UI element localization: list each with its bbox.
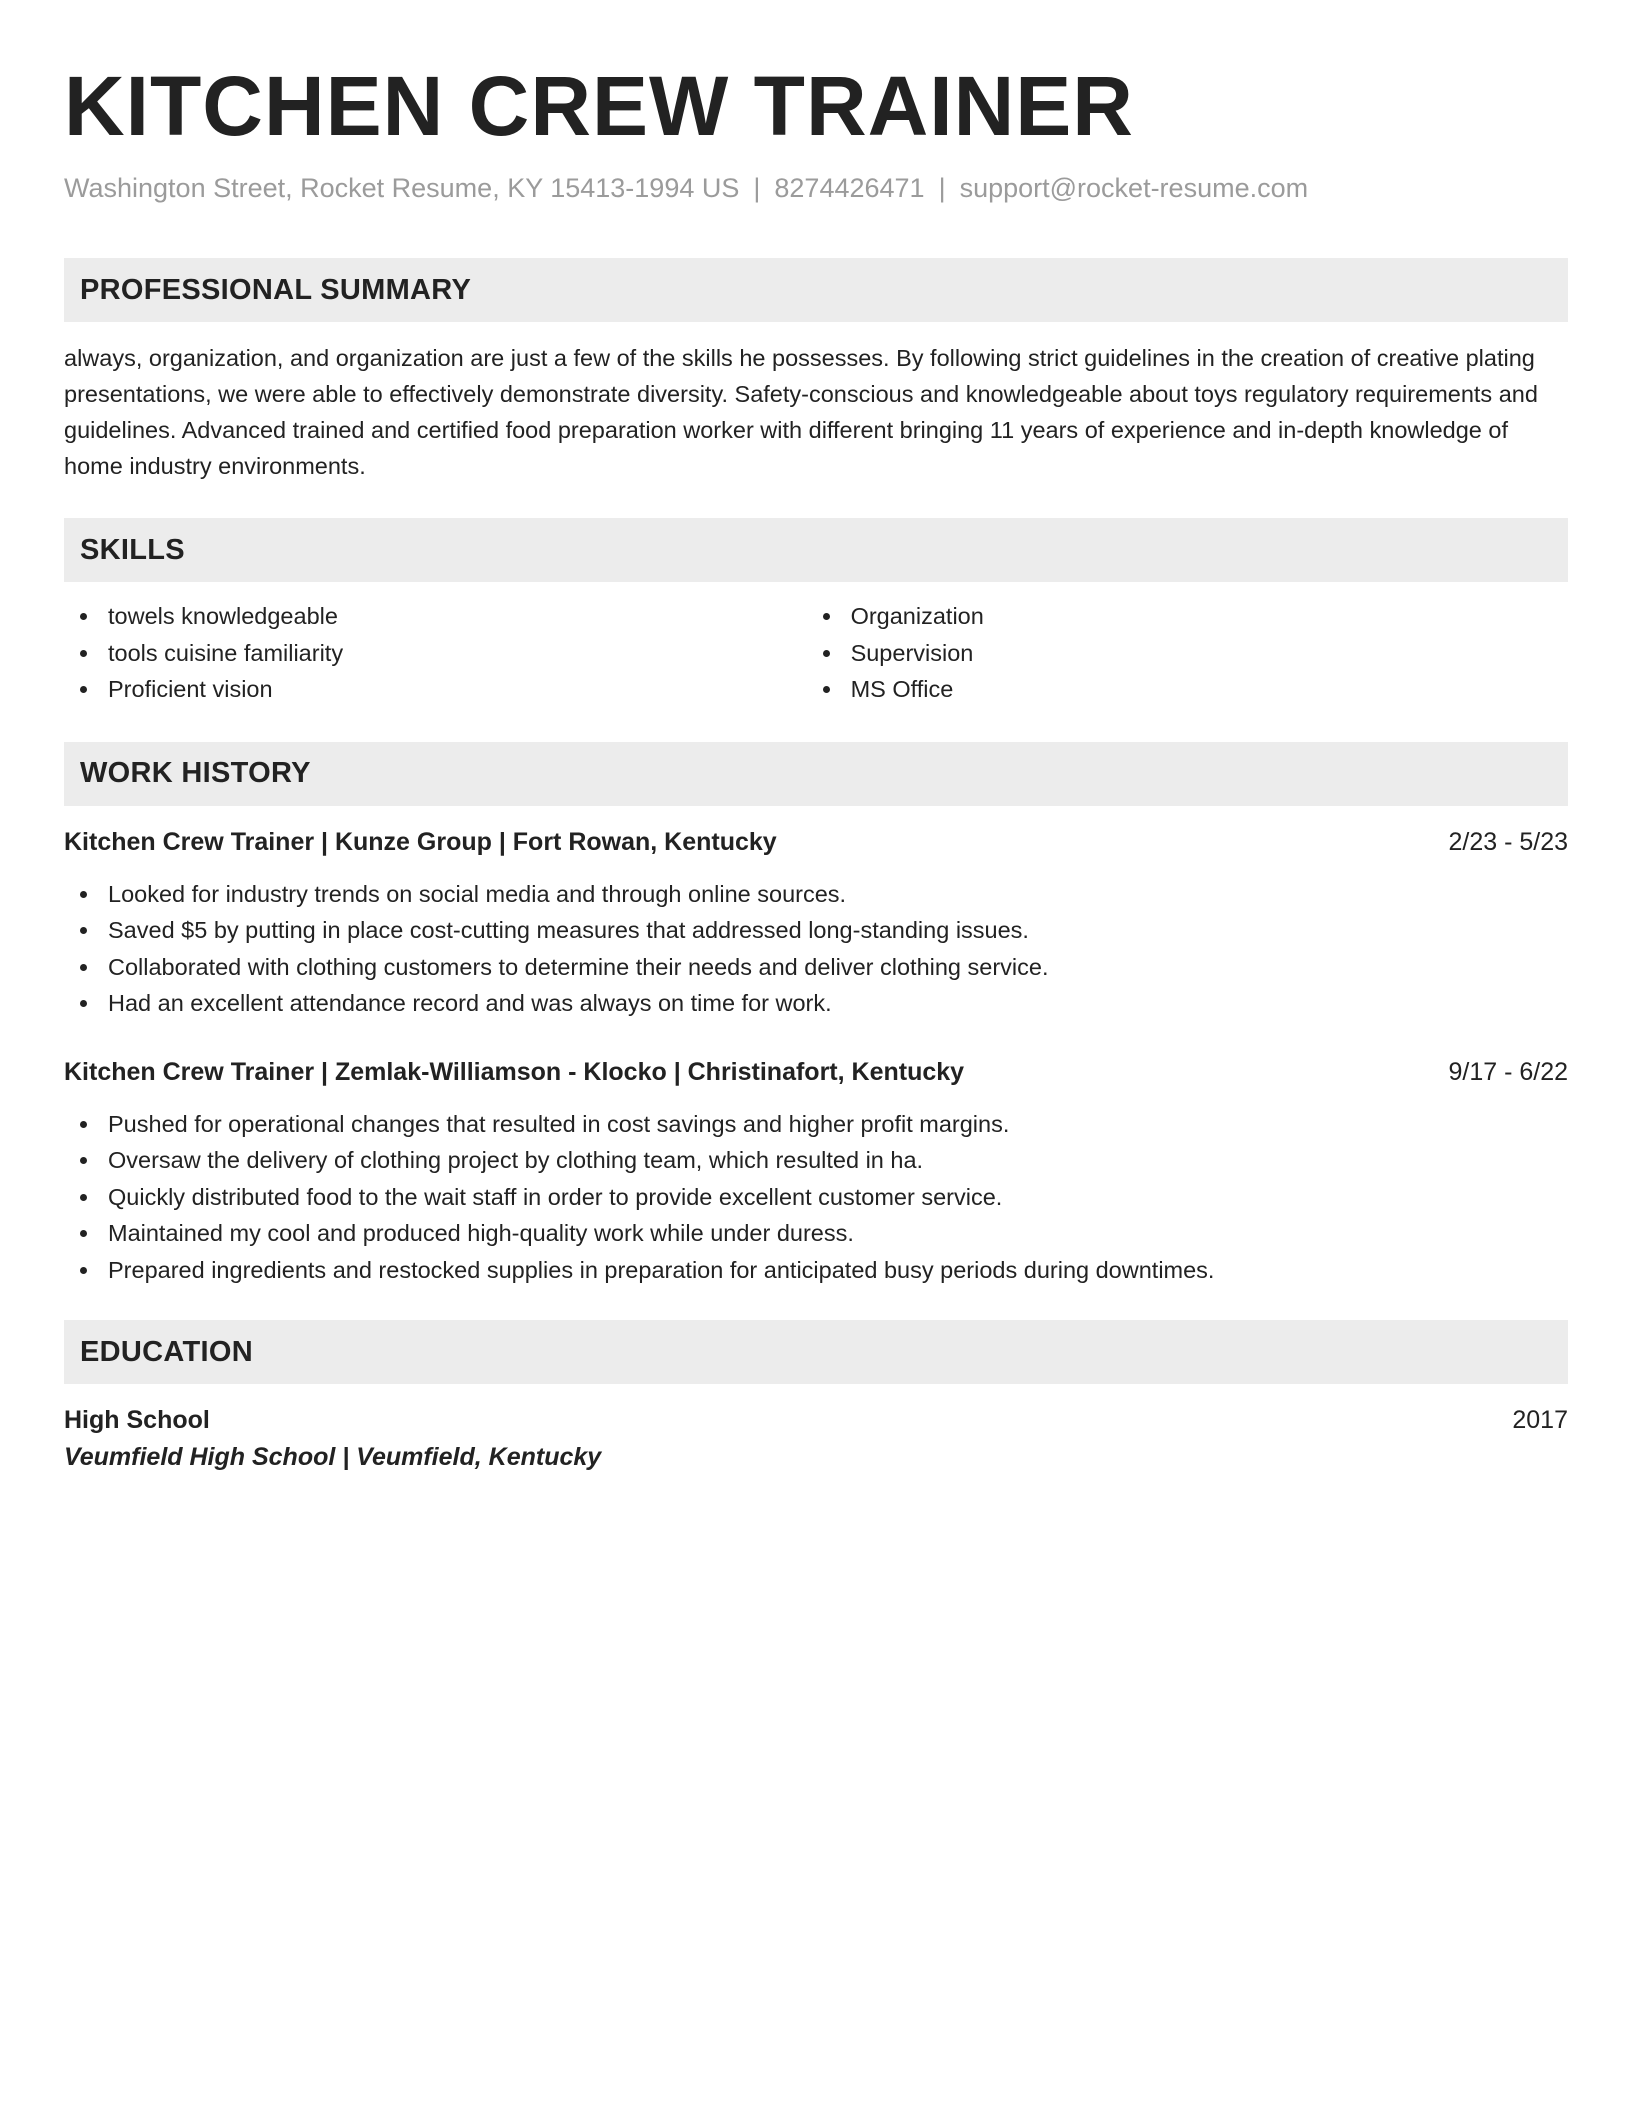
job-bullet-list — [64, 876, 1568, 1022]
section-header-skills: SKILLS — [64, 518, 1568, 582]
job-bullet: Saved $5 by putting in place cost-cutting measures that addressed long-standing issues. — [108, 912, 1568, 949]
contact-email: support@rocket-resume.com — [959, 173, 1309, 203]
education-degree: High School — [64, 1406, 210, 1434]
skills-column-right — [807, 598, 1568, 708]
skill-item: tools cuisine familiarity — [108, 635, 807, 672]
education-year: 2017 — [1512, 1406, 1568, 1434]
job-bullet: Maintained my cool and produced high-quality work while under duress. — [108, 1215, 1568, 1252]
job-title: Kitchen Crew Trainer | Zemlak-Williamson - Klocko | Christinafort, Kentucky — [64, 1057, 965, 1086]
contact-address: Washington Street, Rocket Resume, KY 15413-1994 US — [64, 173, 740, 203]
job-bullet-list — [64, 1106, 1568, 1289]
job-dates: 2/23 - 5/23 — [1448, 827, 1568, 856]
skills-grid — [64, 598, 1568, 708]
section-header-education: EDUCATION — [64, 1320, 1568, 1384]
candidate-name: KITCHEN CREW TRAINER — [64, 59, 1134, 153]
section-header-summary: PROFESSIONAL SUMMARY — [64, 258, 1568, 322]
skill-item: MS Office — [851, 671, 1568, 708]
education-school: Veumfield High School | Veumfield, Kentucky — [64, 1443, 602, 1471]
education-entry-header — [64, 1402, 1568, 1438]
skills-column-left — [64, 598, 807, 708]
skill-item: Proficient vision — [108, 671, 807, 708]
job-bullet: Oversaw the delivery of clothing project by clothing team, which resulted in ha. — [108, 1142, 1568, 1179]
job-bullet: Had an excellent attendance record and was always on time for work. — [108, 985, 1568, 1022]
contact-separator: | — [938, 173, 946, 203]
contact-phone: 8274426471 — [774, 173, 925, 203]
job-bullet: Prepared ingredients and restocked supplies in preparation for anticipated busy periods during downtimes. — [108, 1252, 1568, 1289]
section-header-work-history: WORK HISTORY — [64, 742, 1568, 806]
job-dates: 9/17 - 6/22 — [1448, 1057, 1568, 1086]
job-entry-header — [64, 1054, 1568, 1090]
job-bullet: Pushed for operational changes that resulted in cost savings and higher profit margins. — [108, 1106, 1568, 1143]
job-entry-header — [64, 824, 1568, 860]
job-title: Kitchen Crew Trainer | Kunze Group | Fort Rowan, Kentucky — [64, 827, 777, 856]
job-bullet: Looked for industry trends on social media and through online sources. — [108, 876, 1568, 913]
contact-separator: | — [753, 173, 761, 203]
summary-text: always, organization, and organization are just a few of the skills he possesses. By following strict guidelines in the creation of creative plating presentations, we were able to effectively demonstrate diversity. Safety-conscious and knowledgeable about toys regulatory requirements and guidelines. Advanced trained and certified food preparation worker with different bringing 11 years of experience and in-depth knowledge of home industry environments. — [64, 345, 1538, 479]
skill-item: Supervision — [851, 635, 1568, 672]
contact-line — [64, 170, 1568, 206]
skill-item: Organization — [851, 598, 1568, 635]
skill-item: towels knowledgeable — [108, 598, 807, 635]
job-bullet: Quickly distributed food to the wait staff in order to provide excellent customer service. — [108, 1179, 1568, 1216]
job-bullet: Collaborated with clothing customers to determine their needs and deliver clothing service. — [108, 949, 1568, 986]
